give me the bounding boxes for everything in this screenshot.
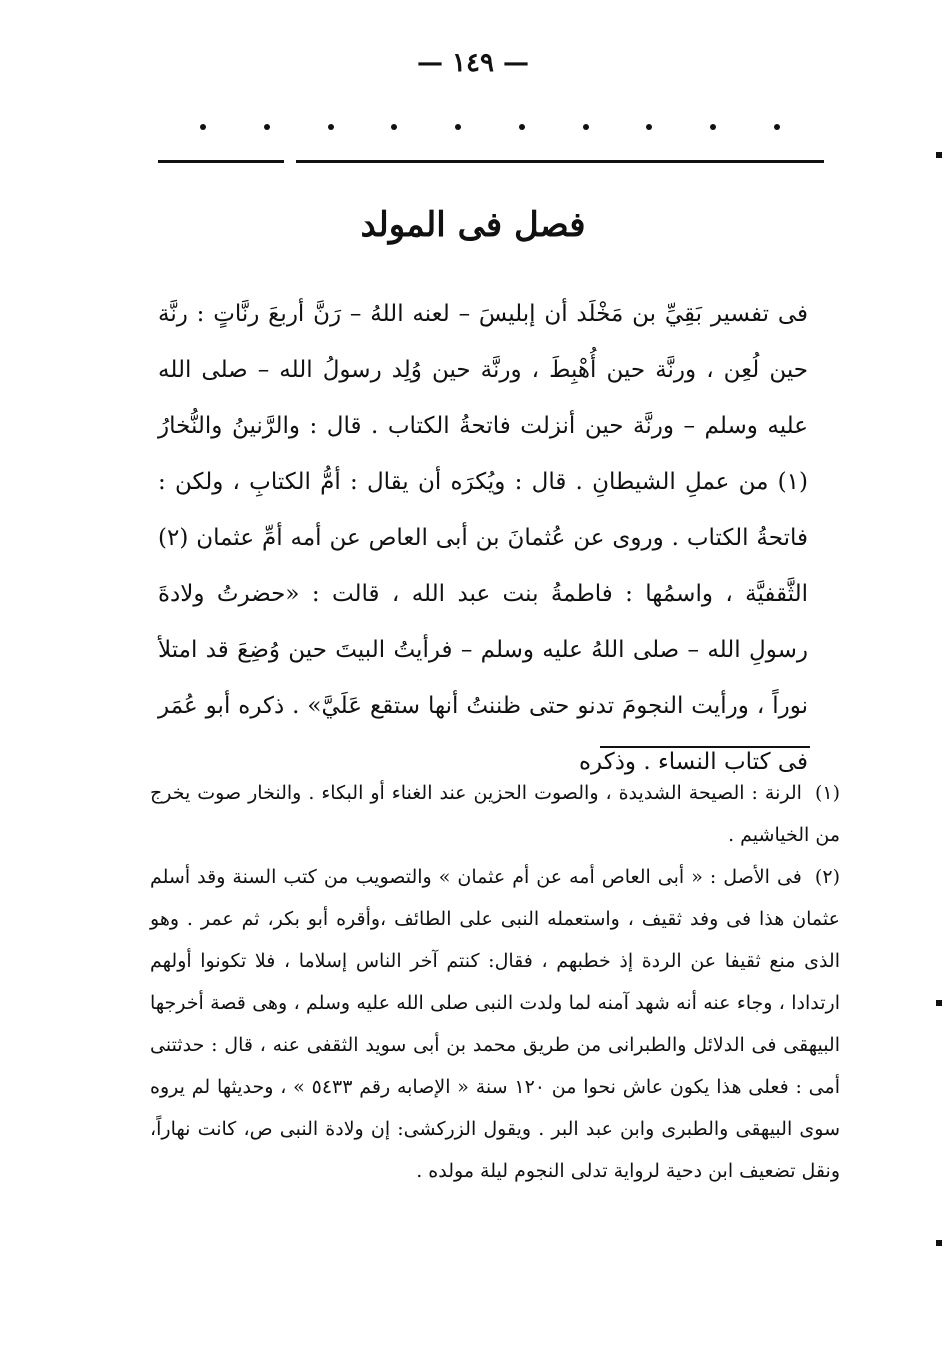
margin-mark <box>936 1000 942 1006</box>
ornament-dot <box>200 124 206 130</box>
ornament-dot <box>710 124 716 130</box>
footnotes <box>150 772 840 1192</box>
footnote-separator <box>600 746 810 748</box>
ornament-dot <box>774 124 780 130</box>
body-paragraph: فى تفسير بَقِيِّ بن مَخْلَد أن إبليسَ – لعنه اللهُ – رَنَّ أربعَ رنَّاتٍ : رنَّة حين لُعِن ، ورنَّة حين أُهْبِطَ ، ورنَّة حين وُلِد رسولُ الله – صلى الله عليه وسلم – ورنَّة حين أنزلت فاتحةُ الكتاب . قال : والرَّنينُ والنُّخارُ (١) من عملِ الشيطانِ . قال : ويُكرَه أن يقال : أمُّ الكتابِ ، ولكن : فاتحةُ الكتاب . وروى عن عُثمانَ بن أبى العاص عن أمه أمِّ عثمان (٢) الثَّقفيَّة ، واسمُها : فاطمةُ بنت عبد الله ، قالت : «حضرتُ ولادةَ رسولِ الله – صلى اللهُ عليه وسلم – فرأيتُ البيتَ حين وُضِعَ قد امتلأ نوراً ، ورأيت النجومَ تدنو حتى ظننتُ أنها ستقع عَلَيَّ» . ذكره أبو عُمَر فى كتاب النساء . وذكره <box>158 301 808 775</box>
header-rule-left <box>158 160 284 163</box>
footnote-number: (١) <box>814 782 841 804</box>
ornament-dot <box>583 124 589 130</box>
margin-mark <box>936 152 942 158</box>
footnote-text: فى الأصل : « أبى العاص أمه عن أم عثمان » والتصويب من كتب السنة وقد أسلم عثمان هذا فى وفد ثقيف ، واستعمله النبى على الطائف ،وأقره أبو بكر، ثم عمر . وهو الذى منع ثقيفا عن الردة إذ خطبهم ، فقال: كنتم آخر الناس إسلاما ، فلا تكونوا أولهم ارتدادا ، وجاء عنه أنه شهد آمنه لما ولدت النبى صلى الله عليه وسلم ، وهى قصة أخرجها البيهقى فى الدلائل والطبرانى من طريق محمد بن أبى سويد الثقفى عنه ، قال : حدثتنى أمى : فعلى هذا يكون عاش نحوا من ١٢٠ سنة « الإصابه رقم ٥٤٣٣ » ، وحديثها لم يروه سوى البيهقى والطبرى وابن عبد البر . ويقول الزركشى: إن ولادة النبى ص، كانت نهاراً، ونقل تضعيف ابن دحية لرواية تدلى النجوم ليلة مولده . <box>150 866 840 1182</box>
footnote-1 <box>150 772 840 856</box>
ornament-dot <box>646 124 652 130</box>
footnote-text: الرنة : الصيحة الشديدة ، والصوت الحزين عند الغناء أو البكاء . والنخار صوت يخرج من الخياشيم . <box>150 782 840 846</box>
ornament-dot <box>455 124 461 130</box>
header-rule-right <box>296 160 824 163</box>
footnote-number: (٢) <box>814 866 840 888</box>
ornamental-dots <box>200 118 780 138</box>
ornament-dot <box>328 124 334 130</box>
ornament-dot <box>391 124 397 130</box>
footnote-2 <box>150 856 840 1192</box>
chapter-title: فصل فى المولد <box>360 205 586 245</box>
margin-mark <box>936 1240 942 1246</box>
ornament-dot <box>519 124 525 130</box>
ornament-dot <box>264 124 270 130</box>
page-number: — ١٤٩ — <box>416 48 530 78</box>
main-text <box>158 286 808 790</box>
